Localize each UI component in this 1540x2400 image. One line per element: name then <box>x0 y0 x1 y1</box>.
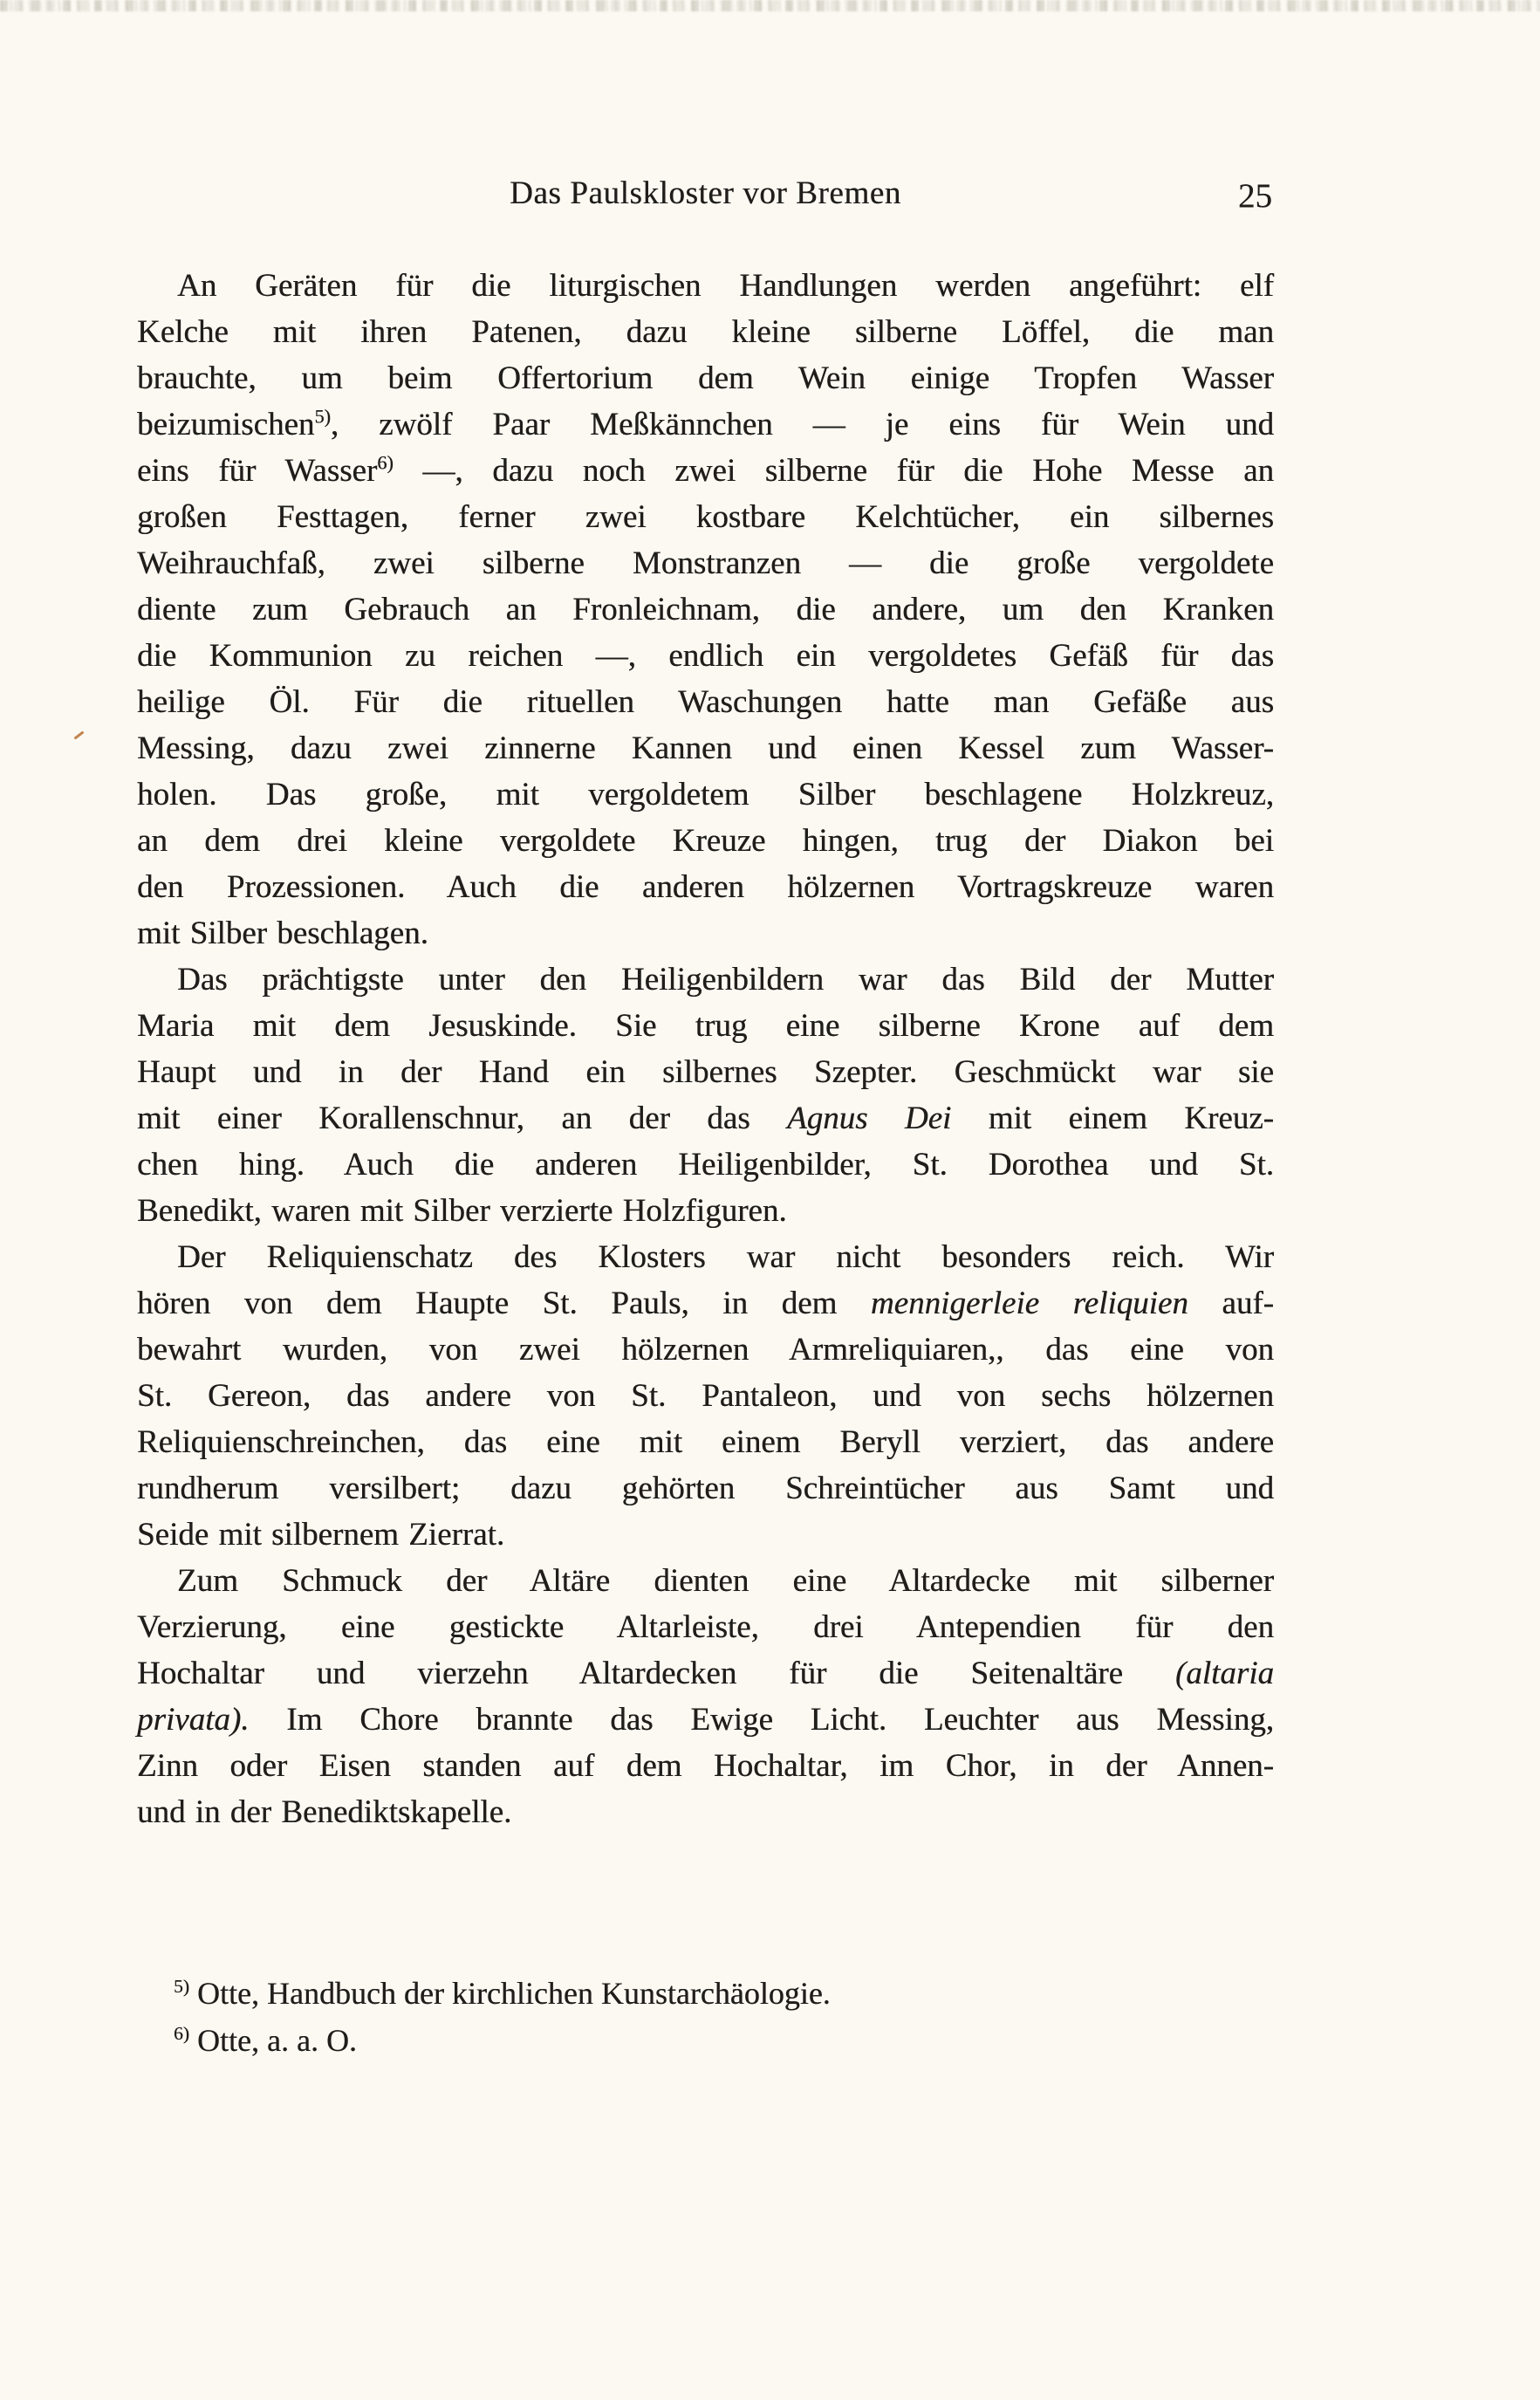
text-line <box>137 957 1274 1003</box>
text-line <box>137 448 1274 494</box>
text-segment: den Prozessionen. Auch die anderen hölzernen Vortragskreuze waren <box>137 869 1274 905</box>
text-segment: chen hing. Auch die anderen Heiligenbilder, St. Dorothea und St. <box>137 1147 1274 1183</box>
text-segment: die Kommunion zu reichen —, endlich ein vergoldetes Gefäß für das <box>137 638 1274 674</box>
text-segment: eins für Wasser <box>137 453 378 489</box>
text-segment: Kelche mit ihren Patenen, dazu kleine silberne Löffel, die man <box>137 314 1274 350</box>
text-line <box>137 263 1274 309</box>
footnote-marker: 6) <box>377 451 394 474</box>
footnote <box>137 2017 1274 2064</box>
text-segment: Hochaltar und vierzehn Altardecken für die Seitenaltäre <box>137 1656 1175 1691</box>
text-segment: Seide mit silbernem Zierrat. <box>137 1517 505 1553</box>
paragraph <box>137 263 1274 957</box>
footnote-marker: 5) <box>174 1976 189 1997</box>
text-line <box>137 864 1274 910</box>
italic-text: Agnus Dei <box>787 1101 952 1136</box>
text-segment: beizumischen <box>137 407 315 442</box>
text-line <box>137 309 1274 355</box>
page-title: Das Paulskloster vor Bremen <box>510 175 901 211</box>
text-segment: mit einer Korallenschnur, an der das <box>137 1101 788 1136</box>
text-segment: St. Gereon, das andere von St. Pantaleon, und von sechs hölzernen <box>137 1378 1274 1414</box>
italic-text: privata). <box>137 1702 250 1738</box>
text-line <box>137 1558 1274 1604</box>
footnote-marker: 6) <box>174 2023 189 2044</box>
text-segment: , zwölf Paar Meßkännchen — je eins für Wein und <box>330 407 1274 442</box>
text-line <box>137 1697 1274 1743</box>
text-line <box>137 1743 1274 1789</box>
text-segment: Reliquienschreinchen, das eine mit einem Beryll verziert, das andere <box>137 1424 1274 1460</box>
text-line <box>137 1327 1274 1373</box>
text-line <box>137 355 1274 401</box>
text-line <box>137 771 1274 818</box>
footnotes <box>137 1970 1274 2064</box>
text-segment: mit Silber beschlagen. <box>137 915 428 951</box>
text-segment: Weihrauchfaß, zwei silberne Monstranzen — die große vergoldete <box>137 545 1274 581</box>
text-segment: Zinn oder Eisen standen auf dem Hochaltar, im Chor, in der Annen- <box>137 1748 1274 1784</box>
text-line <box>137 540 1274 586</box>
text-line <box>137 1373 1274 1419</box>
scan-edge-artifact <box>0 0 1540 11</box>
text-line <box>137 679 1274 725</box>
footnote-marker: 5) <box>314 405 331 428</box>
text-line <box>137 586 1274 633</box>
text-line <box>137 818 1274 864</box>
text-line <box>137 1604 1274 1650</box>
text-line <box>137 494 1274 540</box>
text-segment: und in der Benediktskapelle. <box>137 1794 512 1830</box>
text-segment: —, dazu noch zwei silberne für die Hohe Messe an <box>393 453 1275 489</box>
text-segment: mit einem Kreuz- <box>951 1101 1274 1136</box>
text-line <box>137 1789 1274 1835</box>
running-head <box>137 174 1274 214</box>
text-line <box>137 1234 1274 1280</box>
italic-text: mennigerleie reliquien <box>870 1286 1188 1321</box>
text-segment: holen. Das große, mit vergoldetem Silber beschlagene Holzkreuz, <box>137 777 1274 813</box>
text-segment: Im Chore brannte das Ewige Licht. Leuchter aus Messing, <box>249 1702 1274 1738</box>
text-line <box>137 633 1274 679</box>
text-segment: Messing, dazu zwei zinnerne Kannen und einen Kessel zum Wasser- <box>137 730 1274 766</box>
text-line <box>137 1095 1274 1142</box>
text-segment: Otte, Handbuch der kirchlichen Kunstarchäologie. <box>189 1976 831 2011</box>
text-line <box>137 1650 1274 1697</box>
text-segment: an dem drei kleine vergoldete Kreuze hingen, trug der Diakon bei <box>137 823 1274 859</box>
text-line <box>137 1188 1274 1234</box>
text-segment: brauchte, um beim Offertorium dem Wein einige Tropfen Wasser <box>137 360 1274 396</box>
text-segment: hören von dem Haupte St. Pauls, in dem <box>137 1286 871 1321</box>
text-line <box>137 1465 1274 1512</box>
text-segment: Der Reliquienschatz des Klosters war nicht besonders reich. Wir <box>177 1239 1274 1275</box>
text-segment: auf- <box>1188 1286 1274 1321</box>
text-segment: Otte, a. a. O. <box>189 2023 357 2058</box>
text-segment: Maria mit dem Jesuskinde. Sie trug eine silberne Krone auf dem <box>137 1008 1274 1044</box>
text-segment: Benedikt, waren mit Silber verzierte Holzfiguren. <box>137 1193 787 1229</box>
text-line <box>137 1512 1274 1558</box>
text-line <box>137 1003 1274 1049</box>
text-segment: Verzierung, eine gestickte Altarleiste, drei Antependien für den <box>137 1609 1274 1645</box>
text-line <box>137 1049 1274 1095</box>
footnote <box>137 1970 1274 2017</box>
text-segment: rundherum versilbert; dazu gehörten Schreintücher aus Samt und <box>137 1471 1274 1506</box>
text-line <box>137 910 1274 957</box>
text-segment: Zum Schmuck der Altäre dienten eine Altardecke mit silberner <box>177 1563 1274 1599</box>
text-segment: diente zum Gebrauch an Fronleichnam, die andere, um den Kranken <box>137 592 1274 627</box>
text-segment: heilige Öl. Für die rituellen Waschungen hatte man Gefäße aus <box>137 684 1274 720</box>
text-segment: Das prächtigste unter den Heiligenbildern war das Bild der Mutter <box>177 962 1274 998</box>
paragraph <box>137 1558 1274 1835</box>
text-line <box>137 725 1274 771</box>
paragraph <box>137 1234 1274 1558</box>
text-segment: bewahrt wurden, von zwei hölzernen Armreliquiaren,, das eine von <box>137 1332 1274 1368</box>
text-line <box>137 1142 1274 1188</box>
page-number: 25 <box>1238 177 1272 215</box>
text-line <box>137 1419 1274 1465</box>
paragraph <box>137 957 1274 1234</box>
text-segment: großen Festtagen, ferner zwei kostbare Kelchtücher, ein silbernes <box>137 499 1274 535</box>
italic-text: (altaria <box>1174 1656 1274 1691</box>
text-line <box>137 1280 1274 1327</box>
text-segment: An Geräten für die liturgischen Handlungen werden angeführt: elf <box>177 268 1274 304</box>
page-body <box>137 263 1274 1835</box>
text-segment: Haupt und in der Hand ein silbernes Szepter. Geschmückt war sie <box>137 1054 1274 1090</box>
stray-pen-mark <box>73 730 84 739</box>
text-line <box>137 401 1274 448</box>
